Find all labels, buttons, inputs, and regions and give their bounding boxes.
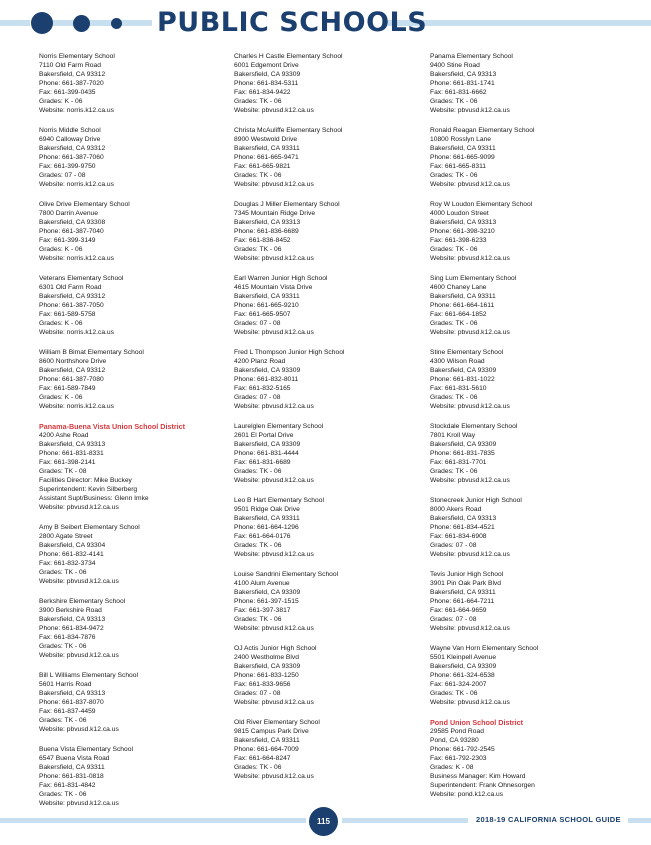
listing-line: Phone: 661-397-1515 — [234, 598, 299, 605]
listing-line: 5501 Kleinpell Avenue — [430, 654, 497, 661]
listing-line: Website: pbvusd.k12.ca.us — [234, 329, 314, 336]
listing-line: Fax: 661-831-5610 — [430, 385, 487, 392]
listing-line: Fax: 661-831-6689 — [234, 459, 291, 466]
school-listing — [39, 274, 229, 337]
listing-line: Website: pbvusd.k12.ca.us — [430, 403, 510, 410]
school-name: Douglas J Miller Elementary School — [234, 201, 340, 208]
listing-line: Grades: TK - 06 — [430, 468, 478, 475]
listing-line: Bakersfield, CA 93311 — [430, 145, 496, 152]
listing-line: Website: pbvusd.k12.ca.us — [39, 504, 119, 511]
listing-line: Phone: 661-831-1022 — [430, 376, 495, 383]
listing-line: Fax: 661-832-5165 — [234, 385, 291, 392]
listing-line: Phone: 661-664-7009 — [234, 746, 299, 753]
school-listing — [234, 52, 424, 115]
school-name: Buena Vista Elementary School — [39, 746, 133, 753]
listing-line: Fax: 661-665-8311 — [430, 163, 487, 170]
school-listing — [234, 496, 424, 559]
listing-line: Grades: K - 08 — [430, 764, 474, 771]
listing-line: Bakersfield, CA 93309 — [430, 441, 497, 448]
listing-line: Bakersfield, CA 93309 — [430, 367, 497, 374]
school-listing — [39, 126, 229, 189]
school-name: Panama Elementary School — [430, 53, 513, 60]
listing-line: Fax: 661-837-4459 — [39, 708, 96, 715]
listing-line: 6547 Buena Vista Road — [39, 755, 110, 762]
school-name: Charles H Castle Elementary School — [234, 53, 343, 60]
listing-line: Fax: 661-664-1852 — [430, 311, 487, 318]
listing-line: Grades: K - 06 — [39, 320, 83, 327]
school-name: Veterans Elementary School — [39, 275, 124, 282]
listing-line: 5601 Harris Road — [39, 681, 92, 688]
school-name: Amy B Seibert Elementary School — [39, 524, 140, 531]
listing-line: 10800 Rosslyn Lane — [430, 136, 491, 143]
listing-line: Website: norris.k12.ca.us — [39, 255, 114, 262]
listing-line: Website: pbvusd.k12.ca.us — [430, 181, 510, 188]
listing-line: Phone: 661-387-7060 — [39, 154, 104, 161]
school-listing — [234, 348, 424, 411]
school-listing — [39, 671, 229, 734]
listing-line: Grades: TK - 06 — [234, 616, 282, 623]
listing-line: Bakersfield, CA 93313 — [39, 616, 106, 623]
listing-line: Phone: 661-831-0818 — [39, 773, 104, 780]
column-1 — [39, 52, 229, 819]
listing-line: Grades: K - 06 — [39, 394, 83, 401]
page-number: 115 — [309, 807, 338, 836]
listing-line: 4200 Planz Road — [234, 358, 286, 365]
listing-line: Superintendent: Frank Ohnesorgen — [430, 782, 535, 789]
listing-line: Fax: 661-831-6662 — [430, 89, 487, 96]
school-listing — [234, 274, 424, 337]
listing-line: 7110 Old Farm Road — [39, 62, 101, 69]
listing-line: Phone: 661-664-7211 — [430, 598, 495, 605]
school-name: Stockdale Elementary School — [430, 423, 518, 430]
listing-line: Website: pbvusd.k12.ca.us — [430, 699, 510, 706]
listing-line: 9815 Campus Park Drive — [234, 728, 309, 735]
listing-line: Fax: 661-398-2141 — [39, 459, 96, 466]
school-name: Stine Elementary School — [430, 349, 504, 356]
school-listing — [39, 200, 229, 263]
listing-line: Superintendent: Kevin Silberberg — [39, 486, 138, 493]
listing-line: Bakersfield, CA 93312 — [39, 293, 106, 300]
school-name: Old River Elementary School — [234, 719, 320, 726]
listing-line: Phone: 661-387-7080 — [39, 376, 104, 383]
page-header — [0, 0, 651, 48]
listing-line: Fax: 661-399-3149 — [39, 237, 96, 244]
listing-line: Website: norris.k12.ca.us — [39, 403, 114, 410]
listing-line: Grades: TK - 06 — [234, 468, 282, 475]
listing-line: Fax: 661-831-7701 — [430, 459, 487, 466]
school-name: Bill L Williams Elementary School — [39, 672, 138, 679]
listing-line: Facilities Director: Mike Buckey — [39, 477, 132, 484]
listing-line: Website: pbvusd.k12.ca.us — [234, 181, 314, 188]
school-listing — [39, 523, 229, 586]
guide-title: 2018-19 CALIFORNIA SCHOOL GUIDE — [476, 815, 621, 824]
listing-line: Website: pbvusd.k12.ca.us — [39, 800, 119, 807]
listing-line: Phone: 661-831-8331 — [39, 450, 104, 457]
listing-line: Website: norris.k12.ca.us — [39, 107, 114, 114]
listing-line: Fax: 661-834-6908 — [430, 533, 487, 540]
listing-line: Phone: 661-665-9210 — [234, 302, 299, 309]
listing-line: Website: pbvusd.k12.ca.us — [234, 625, 314, 632]
listing-line: Phone: 661-833-1250 — [234, 672, 299, 679]
school-listing — [430, 644, 620, 707]
listing-line: Grades: TK - 06 — [430, 172, 478, 179]
listing-line: Fax: 661-664-9659 — [430, 607, 487, 614]
listing-line: Fax: 661-833-9656 — [234, 681, 291, 688]
listing-line: 2800 Agate Street — [39, 533, 93, 540]
listing-line: Grades: 07 - 08 — [430, 616, 477, 623]
listing-line: Bakersfield, CA 93304 — [39, 542, 106, 549]
listing-line: Website: pbvusd.k12.ca.us — [39, 578, 119, 585]
listing-line: Grades: TK - 06 — [39, 717, 87, 724]
listing-line: 4200 Ashe Road — [39, 432, 89, 439]
listing-line: 9400 Stine Road — [430, 62, 480, 69]
school-name: Leo B Hart Elementary School — [234, 497, 324, 504]
listing-line: Website: pbvusd.k12.ca.us — [430, 625, 510, 632]
listing-line: 29585 Pond Road — [430, 728, 484, 735]
district-listing — [39, 422, 229, 512]
school-listing — [234, 718, 424, 781]
school-name: Olive Drive Elementary School — [39, 201, 130, 208]
listing-line: Grades: TK - 06 — [430, 246, 478, 253]
listing-line: Website: norris.k12.ca.us — [39, 329, 114, 336]
listing-line: Website: pbvusd.k12.ca.us — [430, 551, 510, 558]
listing-line: Grades: TK - 06 — [39, 791, 87, 798]
listing-line: Phone: 661-831-7835 — [430, 450, 495, 457]
listing-line: Bakersfield, CA 93312 — [39, 71, 106, 78]
header-dot-small — [111, 18, 122, 29]
school-name: Ronald Reagan Elementary School — [430, 127, 535, 134]
listing-line: Phone: 661-387-7050 — [39, 302, 104, 309]
listing-line: Website: pbvusd.k12.ca.us — [39, 726, 119, 733]
listing-line: Phone: 661-834-4521 — [430, 524, 495, 531]
listing-line: Phone: 661-665-9471 — [234, 154, 299, 161]
listing-line: Phone: 661-665-9099 — [430, 154, 495, 161]
listing-line: 3901 Pin Oak Park Blvd — [430, 580, 501, 587]
listing-line: 2601 El Portal Drive — [234, 432, 294, 439]
page-title: PUBLIC SCHOOLS — [157, 7, 428, 38]
listing-line: Grades: TK - 06 — [234, 98, 282, 105]
listing-line: Pond, CA 93280 — [430, 737, 479, 744]
listing-line: Fax: 661-397-3817 — [234, 607, 291, 614]
listing-line: Grades: TK - 06 — [430, 394, 478, 401]
school-listing — [430, 570, 620, 633]
listing-line: Grades: TK - 06 — [234, 246, 282, 253]
listing-line: Bakersfield, CA 93311 — [234, 737, 300, 744]
listing-line: Phone: 661-398-3210 — [430, 228, 495, 235]
listing-line: Grades: TK - 06 — [39, 643, 87, 650]
listing-line: Bakersfield, CA 93311 — [234, 145, 300, 152]
header-rule-middle — [52, 20, 152, 26]
district-name: Pond Union School District — [430, 718, 524, 727]
listing-line: Phone: 661-831-4444 — [234, 450, 299, 457]
listing-line: Fax: 661-792-2303 — [430, 755, 487, 762]
listing-line: Assistant Supt/Business: Glenn Imke — [39, 495, 149, 502]
listing-line: Grades: K - 06 — [39, 98, 83, 105]
school-listing — [234, 126, 424, 189]
listing-line: Fax: 661-831-4842 — [39, 782, 96, 789]
listing-line: Bakersfield, CA 93309 — [234, 441, 301, 448]
listing-line: Bakersfield, CA 93311 — [234, 293, 300, 300]
listing-line: Bakersfield, CA 93309 — [234, 663, 301, 670]
listing-line: Grades: TK - 06 — [430, 690, 478, 697]
school-name: Fred L Thompson Junior High School — [234, 349, 345, 356]
page-footer — [0, 805, 651, 835]
listing-line: Grades: 07 - 08 — [234, 690, 281, 697]
listing-line: Bakersfield, CA 93308 — [39, 219, 106, 226]
column-3 — [430, 52, 620, 810]
listing-line: Grades: TK - 06 — [234, 764, 282, 771]
school-listing — [430, 422, 620, 485]
listing-line: 6001 Edgemont Drive — [234, 62, 299, 69]
school-name: Tevis Junior High School — [430, 571, 504, 578]
school-listing — [39, 52, 229, 115]
listing-line: Bakersfield, CA 93309 — [430, 663, 497, 670]
school-listing — [430, 126, 620, 189]
listing-line: Bakersfield, CA 93309 — [234, 71, 301, 78]
school-listing — [39, 348, 229, 411]
listing-line: Grades: TK - 06 — [234, 542, 282, 549]
listing-line: Bakersfield, CA 93312 — [39, 367, 106, 374]
listing-line: Fax: 661-399-9750 — [39, 163, 96, 170]
listing-line: Phone: 661-792-2545 — [430, 746, 495, 753]
school-listing — [430, 496, 620, 559]
listing-line: Grades: TK - 06 — [430, 320, 478, 327]
school-listing — [234, 200, 424, 263]
school-listing — [39, 597, 229, 660]
listing-line: Grades: 07 - 08 — [234, 394, 281, 401]
listing-line: 7345 Mountain Ridge Drive — [234, 210, 316, 217]
listing-line: Bakersfield, CA 93311 — [234, 515, 300, 522]
school-name: Stonecreek Junior High School — [430, 497, 522, 504]
school-name: Norris Middle School — [39, 127, 101, 134]
listing-line: Grades: TK - 08 — [39, 468, 87, 475]
listing-line: Fax: 661-398-6233 — [430, 237, 487, 244]
listing-line: Website: pbvusd.k12.ca.us — [234, 107, 314, 114]
listing-line: Bakersfield, CA 93311 — [430, 589, 496, 596]
listing-line: Phone: 661-834-5311 — [234, 80, 299, 87]
listing-line: Website: pbvusd.k12.ca.us — [430, 329, 510, 336]
header-rule-left — [0, 20, 30, 26]
listing-line: Bakersfield, CA 93311 — [430, 293, 496, 300]
listing-line: Website: pbvusd.k12.ca.us — [234, 255, 314, 262]
listing-line: Fax: 661-664-0176 — [234, 533, 291, 540]
footer-rule-left — [0, 818, 306, 823]
listing-line: Fax: 661-834-9422 — [234, 89, 291, 96]
listing-line: Grades: 07 - 08 — [234, 320, 281, 327]
listing-line: Fax: 661-589-5758 — [39, 311, 96, 318]
listing-line: Phone: 661-664-1611 — [430, 302, 495, 309]
listing-line: Fax: 661-399-0435 — [39, 89, 96, 96]
listing-line: Website: pbvusd.k12.ca.us — [234, 403, 314, 410]
listing-line: Grades: TK - 06 — [234, 172, 282, 179]
listing-line: Website: pbvusd.k12.ca.us — [39, 652, 119, 659]
school-name: Laurelglen Elementary School — [234, 423, 324, 430]
school-name: Roy W Loudon Elementary School — [430, 201, 533, 208]
listing-line: Bakersfield, CA 93312 — [39, 145, 106, 152]
school-name: Wayne Van Horn Elementary School — [430, 645, 539, 652]
school-listing — [430, 348, 620, 411]
listing-line: Grades: 07 - 08 — [39, 172, 86, 179]
school-name: Earl Warren Junior High School — [234, 275, 328, 282]
listing-line: Grades: 07 - 08 — [430, 542, 477, 549]
listing-line: Phone: 661-664-1296 — [234, 524, 299, 531]
listing-line: Fax: 661-589-7849 — [39, 385, 96, 392]
header-dot-large — [31, 12, 53, 34]
listing-line: Website: pbvusd.k12.ca.us — [234, 551, 314, 558]
listing-line: 6301 Old Farm Road — [39, 284, 102, 291]
listing-line: Fax: 661-324-2007 — [430, 681, 487, 688]
listing-line: Website: norris.k12.ca.us — [39, 181, 114, 188]
listing-line: 3900 Berkshire Road — [39, 607, 102, 614]
school-listing — [39, 745, 229, 808]
listing-line: Fax: 661-665-9507 — [234, 311, 291, 318]
listing-line: 4000 Loudon Street — [430, 210, 489, 217]
footer-rule-middle — [342, 818, 468, 823]
listing-line: Website: pond.k12.ca.us — [430, 791, 504, 798]
listing-line: Website: pbvusd.k12.ca.us — [234, 699, 314, 706]
listing-line: 4300 Wilson Road — [430, 358, 485, 365]
listing-line: Bakersfield, CA 93313 — [430, 219, 497, 226]
listing-line: Bakersfield, CA 93309 — [234, 589, 301, 596]
listing-line: Fax: 661-832-3734 — [39, 560, 96, 567]
listing-line: 9501 Ridge Oak Drive — [234, 506, 300, 513]
listing-line: Fax: 661-836-8452 — [234, 237, 291, 244]
listing-line: Grades: K - 06 — [39, 246, 83, 253]
header-dot-medium — [73, 15, 90, 32]
listing-line: 8000 Akers Road — [430, 506, 482, 513]
school-name: Louise Sandrini Elementary School — [234, 571, 339, 578]
footer-rule-right — [628, 818, 651, 823]
district-listing — [430, 718, 620, 799]
listing-line: Website: pbvusd.k12.ca.us — [430, 477, 510, 484]
listing-line: Bakersfield, CA 93313 — [234, 219, 301, 226]
listing-line: 2400 Westholme Blvd — [234, 654, 299, 661]
listing-line: Bakersfield, CA 93309 — [234, 367, 301, 374]
listing-line: Phone: 661-832-8011 — [234, 376, 299, 383]
listing-line: 4600 Chaney Lane — [430, 284, 487, 291]
school-name: Berkshire Elementary School — [39, 598, 126, 605]
listing-line: 4615 Mountain Vista Drive — [234, 284, 313, 291]
listing-line: Phone: 661-837-8070 — [39, 699, 104, 706]
listing-line: 7801 Kroll Way — [430, 432, 476, 439]
listing-line: 8600 Northshore Drive — [39, 358, 107, 365]
school-name: Sing Lum Elementary School — [430, 275, 517, 282]
listing-line: Bakersfield, CA 93311 — [39, 764, 105, 771]
school-listing — [234, 570, 424, 633]
listing-line: Bakersfield, CA 93313 — [430, 515, 497, 522]
listing-line: Website: pbvusd.k12.ca.us — [234, 773, 314, 780]
school-listing — [430, 200, 620, 263]
school-name: Christa McAuliffe Elementary School — [234, 127, 343, 134]
listing-line: 8900 Westwold Drive — [234, 136, 298, 143]
listing-line: Phone: 661-831-1741 — [430, 80, 495, 87]
listing-line: Phone: 661-834-9472 — [39, 625, 104, 632]
school-listing — [234, 422, 424, 485]
school-name: William B Bimat Elementary School — [39, 349, 144, 356]
school-listing — [430, 52, 620, 115]
listing-line: 4100 Alum Avenue — [234, 580, 290, 587]
listing-line: Website: pbvusd.k12.ca.us — [430, 255, 510, 262]
column-2 — [234, 52, 424, 792]
listing-line: Grades: TK - 06 — [39, 569, 87, 576]
school-name: Norris Elementary School — [39, 53, 115, 60]
listing-line: 7800 Darrin Avenue — [39, 210, 98, 217]
listing-line: Phone: 661-387-7040 — [39, 228, 104, 235]
listing-line: Website: pbvusd.k12.ca.us — [430, 107, 510, 114]
school-listing — [234, 644, 424, 707]
school-listing — [430, 274, 620, 337]
listing-line: Bakersfield, CA 93313 — [430, 71, 497, 78]
listing-line: Phone: 661-836-6689 — [234, 228, 299, 235]
listing-line: Fax: 661-665-9821 — [234, 163, 291, 170]
school-name: OJ Actis Junior High School — [234, 645, 317, 652]
listing-line: 6940 Calloway Drive — [39, 136, 101, 143]
listing-line: Phone: 661-832-4141 — [39, 551, 104, 558]
listing-line: Website: pbvusd.k12.ca.us — [234, 477, 314, 484]
listing-line: Business Manager: Kim Howard — [430, 773, 526, 780]
district-name: Panama-Buena Vista Union School District — [39, 422, 186, 431]
listing-line: Fax: 661-664-8247 — [234, 755, 291, 762]
listing-line: Bakersfield, CA 93313 — [39, 441, 106, 448]
listing-line: Phone: 661-387-7020 — [39, 80, 104, 87]
listing-line: Bakersfield, CA 93313 — [39, 690, 106, 697]
listing-line: Phone: 661-324-6538 — [430, 672, 495, 679]
listing-line: Grades: TK - 06 — [430, 98, 478, 105]
listing-line: Fax: 661-834-7876 — [39, 634, 96, 641]
